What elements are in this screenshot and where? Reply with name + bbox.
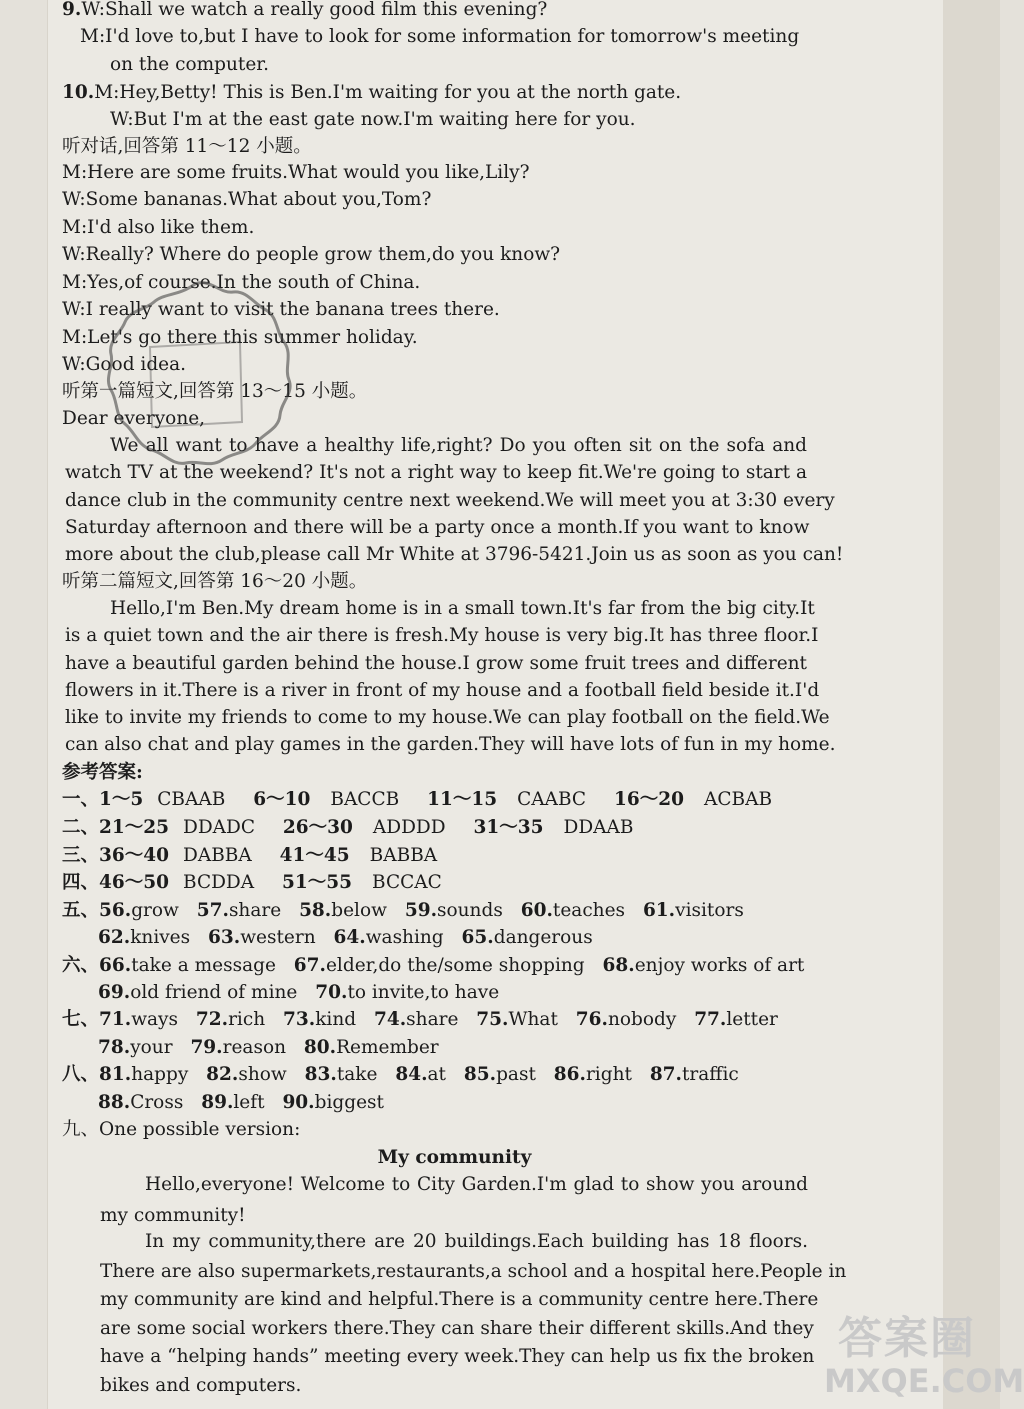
dialogue-line: M:I'd also like them. <box>62 217 255 238</box>
answer-row: 五、56.grow 57.share 58.below 59.sounds 60.teaches 61.visitors <box>62 900 744 921</box>
dialogue-line: M:Here are some fruits.What would you like,Lily? <box>62 162 530 183</box>
passage-line: dance club in the community centre next weekend.We will meet you at 3:30 every <box>65 490 835 511</box>
essay-line: my community are kind and helpful.There is a community centre here.There <box>100 1289 819 1310</box>
dialogue-line: W:Good idea. <box>62 354 187 375</box>
section-instruction: 听第一篇短文,回答第 13～15 小题。 <box>62 381 368 402</box>
answer-row: 一、1～5 CBAAB 6～10 BACCB 11～15 CAABC 16～20 ACBAB <box>62 789 773 810</box>
answer-row: 78.your 79.reason 80.Remember <box>98 1037 439 1058</box>
essay-line: In my community,there are 20 buildings.Each building has 18 floors. <box>145 1231 808 1252</box>
answer-row: 62.knives 63.western 64.washing 65.dangerous <box>98 927 593 948</box>
dialogue-line: 10.M:Hey,Betty! This is Ben.I'm waiting for you at the north gate. <box>62 82 682 103</box>
essay-line: have a “helping hands” meeting every week.They can help us fix the broken <box>100 1346 815 1367</box>
essay-title: My community <box>377 1147 532 1168</box>
essay-line: bikes and computers. <box>100 1375 302 1396</box>
passage-line: Saturday afternoon and there will be a party once a month.If you want to know <box>65 517 810 538</box>
passage-line: like to invite my friends to come to my house.We can play football on the field.We <box>65 707 830 728</box>
dialogue-line: W:But I'm at the east gate now.I'm waiting here for you. <box>110 109 636 130</box>
answer-row: 七、71.ways 72.rich 73.kind 74.share 75.What 76.nobody 77.letter <box>62 1009 778 1030</box>
answer-row: 六、66.take a message 67.elder,do the/some shopping 68.enjoy works of art <box>62 955 805 976</box>
writing-intro: 九、One possible version: <box>62 1119 301 1140</box>
watermark-bottom-text: MXQE.COM <box>824 1362 1024 1400</box>
watermark-top-text: 答案圈 <box>838 1313 976 1364</box>
dialogue-line: W:Some bananas.What about you,Tom? <box>62 189 432 210</box>
passage-line: more about the club,please call Mr White at 3796-5421.Join us as soon as you can! <box>65 544 844 565</box>
dialogue-line: 9.W:Shall we watch a really good film this evening? <box>62 0 548 20</box>
answer-row: 四、46～50 BCDDA 51～55 BCCAC <box>62 872 442 893</box>
passage-line: watch TV at the weekend? It's not a right way to keep fit.We're going to start a <box>65 462 807 483</box>
passage-line: We all want to have a healthy life,right? Do you often sit on the sofa and <box>110 435 807 456</box>
dialogue-line: on the computer. <box>110 54 269 75</box>
passage-line: Dear everyone, <box>62 408 206 429</box>
section-instruction: 听第二篇短文,回答第 16～20 小题。 <box>62 571 368 592</box>
passage-line: flowers in it.There is a river in front of my house and a football field beside it.I'd <box>65 680 820 701</box>
dialogue-line: W:Really? Where do people grow them,do you know? <box>62 244 561 265</box>
answer-row: 八、81.happy 82.show 83.take 84.at 85.past 86.right 87.traffic <box>62 1064 739 1085</box>
dialogue-line: M:Yes,of course.In the south of China. <box>62 272 421 293</box>
answer-row: 二、21～25 DDADC 26～30 ADDDD 31～35 DDAAB <box>62 817 634 838</box>
dialogue-line: M:Let's go there this summer holiday. <box>62 327 418 348</box>
answer-row: 69.old friend of mine 70.to invite,to have <box>98 982 500 1003</box>
essay-line: There are also supermarkets,restaurants,a school and a hospital here.People in <box>100 1261 847 1282</box>
answer-row: 三、36～40 DABBA 41～45 BABBA <box>62 845 438 866</box>
page-edge <box>943 0 1000 1409</box>
essay-line: are some social workers there.They can share their different skills.And they <box>100 1318 814 1339</box>
answer-row: 88.Cross 89.left 90.biggest <box>98 1092 384 1113</box>
dialogue-line: M:I'd love to,but I have to look for some information for tomorrow's meeting <box>80 26 800 47</box>
passage-line: can also chat and play games in the garden.They will have lots of fun in my home. <box>65 734 836 755</box>
passage-line: have a beautiful garden behind the house.I grow some fruit trees and different <box>65 653 807 674</box>
essay-line: my community! <box>100 1205 246 1226</box>
passage-line: is a quiet town and the air there is fresh.My house is very big.It has three floor.I <box>65 625 819 646</box>
essay-line: Hello,everyone! Welcome to City Garden.I'm glad to show you around <box>145 1174 808 1195</box>
dialogue-line: W:I really want to visit the banana trees there. <box>62 299 500 320</box>
passage-line: Hello,I'm Ben.My dream home is in a small town.It's far from the big city.It <box>110 598 815 619</box>
section-instruction: 听对话,回答第 11～12 小题。 <box>62 136 312 157</box>
answers-heading: 参考答案: <box>62 762 143 783</box>
